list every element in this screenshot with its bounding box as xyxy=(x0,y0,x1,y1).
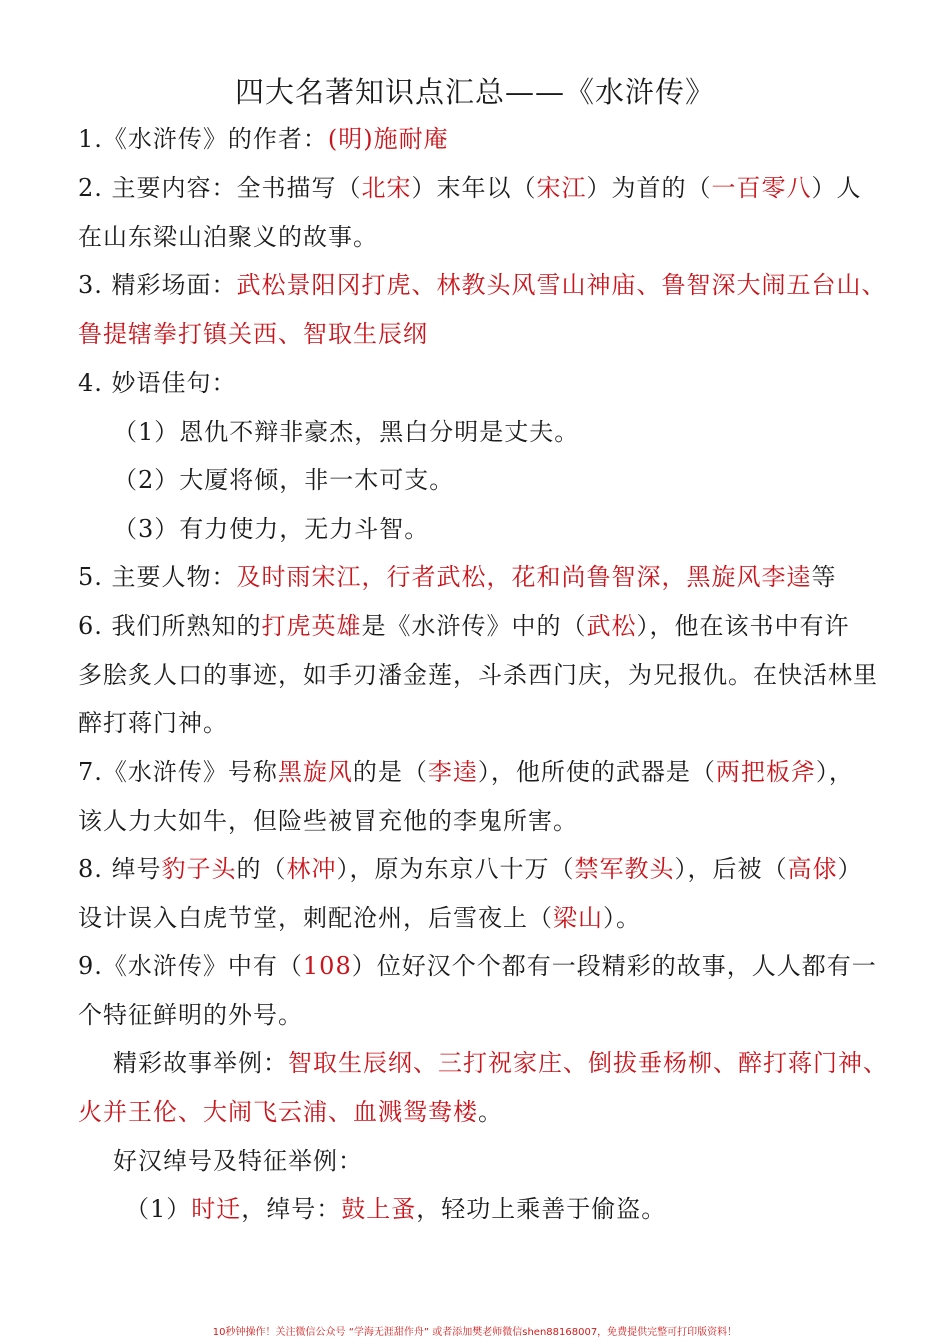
item-3-cont: 鲁提辖拳打镇关西、智取生辰纲 xyxy=(78,320,428,348)
item-9: 9.《水浒传》中有（108）位好汉个个都有一段精彩的故事，人人都有一 xyxy=(78,952,877,980)
item-6-cont2: 醉打蒋门神。 xyxy=(78,709,228,737)
item-1: 1.《水浒传》的作者：(明)施耐庵 xyxy=(78,125,449,153)
item-7: 7.《水浒传》号称黑旋风的是（李逵），他所使的武器是（两把板斧）， xyxy=(78,758,854,786)
story-examples: 精彩故事举例：智取生辰纲、三打祝家庄、倒拔垂杨柳、醉打蒋门神、 xyxy=(113,1049,888,1077)
item-9-cont: 个特征鲜明的外号。 xyxy=(78,1001,303,1029)
item-3: 3. 精彩场面：武松景阳冈打虎、林教头风雪山神庙、鲁智深大闹五台山、 xyxy=(78,271,887,299)
quote-1: （1）恩仇不辩非豪杰，黑白分明是丈夫。 xyxy=(113,418,580,446)
item-6: 6. 我们所熟知的打虎英雄是《水浒传》中的（武松），他在该书中有许 xyxy=(78,612,850,640)
item-4: 4. 妙语佳句： xyxy=(78,369,237,397)
story-examples-cont: 火并王伦、大闹飞云浦、血溅鸳鸯楼。 xyxy=(78,1098,503,1126)
item-2: 2. 主要内容：全书描写（北宋）末年以（宋江）为首的（一百零八）人 xyxy=(78,174,862,202)
nickname-example-1: （1）时迁，绰号：鼓上蚤，轻功上乘善于偷盗。 xyxy=(125,1195,667,1223)
item-5: 5. 主要人物：及时雨宋江，行者武松，花和尚鲁智深，黑旋风李逵等 xyxy=(78,563,837,591)
page-title: 四大名著知识点汇总——《水浒传》 xyxy=(234,75,715,109)
item-6-cont: 多脍炙人口的事迹，如手刃潘金莲，斗杀西门庆，为兄报仇。在快活林里 xyxy=(78,661,878,689)
item-2-cont: 在山东梁山泊聚义的故事。 xyxy=(78,223,378,251)
quote-3: （3）有力使力，无力斗智。 xyxy=(113,515,430,543)
item-8-cont: 设计误入白虎节堂，刺配沧州，后雪夜上（梁山）。 xyxy=(78,904,641,932)
quote-2: （2）大厦将倾，非一木可支。 xyxy=(113,466,455,494)
footer-note: 10秒钟操作！关注微信公众号 “学海无涯甜作舟” 或者添加樊老师微信shen88168007，免费提供完整可打印版资料！ xyxy=(212,1327,738,1338)
nickname-heading: 好汉绰号及特征举例： xyxy=(113,1147,363,1175)
item-8: 8. 绰号豹子头的（林冲），原为东京八十万（禁军教头），后被（高俅） xyxy=(78,855,863,883)
item-7-cont: 该人力大如牛，但险些被冒充他的李鬼所害。 xyxy=(78,807,578,835)
